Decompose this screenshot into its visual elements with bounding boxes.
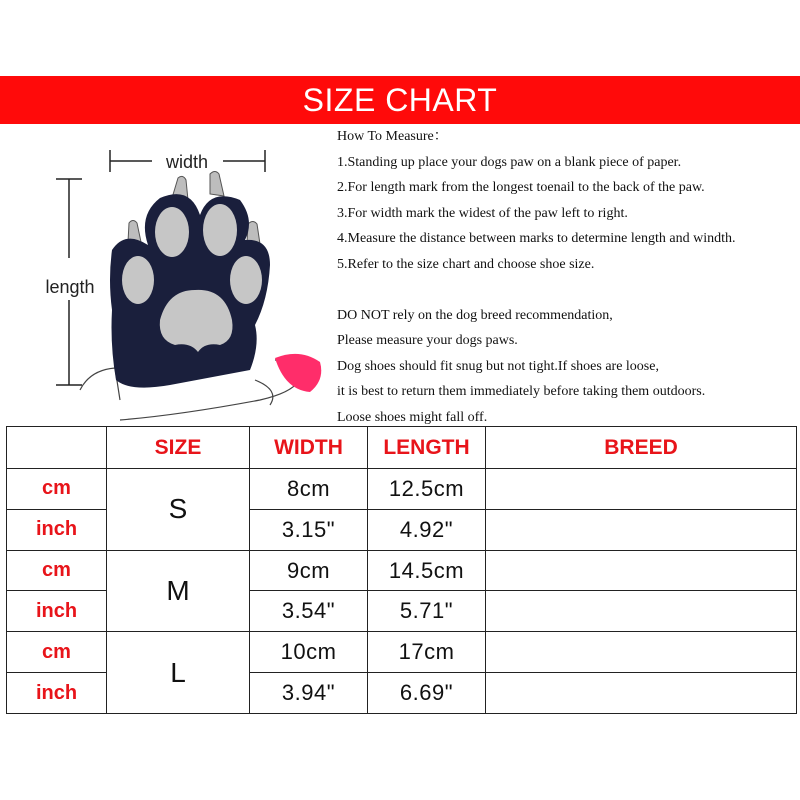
unit-cm: cm xyxy=(7,632,107,673)
note-line: Dog shoes should fit snug but not tight.If shoes are loose, xyxy=(337,358,659,374)
note-line: Loose shoes might fall off. xyxy=(337,409,488,425)
header-breed: BREED xyxy=(486,427,797,469)
header-length: LENGTH xyxy=(368,427,486,469)
header-width: WIDTH xyxy=(250,427,368,469)
width-cm-cell: 9cm xyxy=(250,550,368,591)
width-inch-cell: 3.54" xyxy=(250,591,368,632)
breed-cell xyxy=(486,509,797,550)
table-header-row xyxy=(7,427,797,469)
pink-nail xyxy=(275,354,321,392)
paw-measurement-diagram xyxy=(20,130,330,430)
table-row xyxy=(7,632,797,673)
breed-cell xyxy=(486,591,797,632)
size-cell: M xyxy=(107,550,250,632)
breed-cell xyxy=(486,673,797,714)
unit-inch: inch xyxy=(7,673,107,714)
instruction-step: 5.Refer to the size chart and choose shoe size. xyxy=(337,256,595,272)
breed-cell xyxy=(486,632,797,673)
size-cell: L xyxy=(107,632,250,714)
width-measure-indicator xyxy=(110,150,265,172)
size-cell: S xyxy=(107,469,250,551)
width-inch-cell: 3.94" xyxy=(250,673,368,714)
length-inch-cell: 5.71" xyxy=(368,591,486,632)
unit-cm: cm xyxy=(7,469,107,510)
instruction-step: 1.Standing up place your dogs paw on a blank piece of paper. xyxy=(337,154,682,170)
measuring-instructions xyxy=(337,124,797,430)
header-unit xyxy=(7,427,107,469)
length-inch-cell: 6.69" xyxy=(368,673,486,714)
instruction-step: 2.For length mark from the longest toenail to the back of the paw. xyxy=(337,180,705,195)
table-row xyxy=(7,550,797,591)
note-line: DO NOT rely on the dog breed recommendation, xyxy=(337,307,613,323)
breed-cell xyxy=(486,469,797,510)
header-size: SIZE xyxy=(107,427,250,469)
width-cm-cell: 8cm xyxy=(250,469,368,510)
length-cm-cell: 17cm xyxy=(368,632,486,673)
note-line: Please measure your dogs paws. xyxy=(337,333,518,348)
length-inch-cell: 4.92" xyxy=(368,509,486,550)
instructions-heading: How To Measure： xyxy=(337,129,448,144)
width-label: width xyxy=(165,152,209,172)
instruction-step: 4.Measure the distance between marks to determine length and windth. xyxy=(337,231,736,246)
length-label: length xyxy=(45,277,95,297)
length-cm-cell: 14.5cm xyxy=(368,550,486,591)
spacer xyxy=(337,277,797,303)
instruction-step: 3.For width mark the widest of the paw left to right. xyxy=(337,205,628,221)
unit-cm: cm xyxy=(7,550,107,591)
size-table xyxy=(6,426,797,714)
length-measure-indicator xyxy=(45,179,94,385)
note-line: it is best to return them immediately before taking them outdoors. xyxy=(337,384,706,399)
width-inch-cell: 3.15" xyxy=(250,509,368,550)
unit-inch: inch xyxy=(7,591,107,632)
table-row xyxy=(7,469,797,510)
size-chart-banner: SIZE CHART xyxy=(0,76,800,124)
breed-cell xyxy=(486,550,797,591)
width-cm-cell: 10cm xyxy=(250,632,368,673)
unit-inch: inch xyxy=(7,509,107,550)
length-cm-cell: 12.5cm xyxy=(368,469,486,510)
